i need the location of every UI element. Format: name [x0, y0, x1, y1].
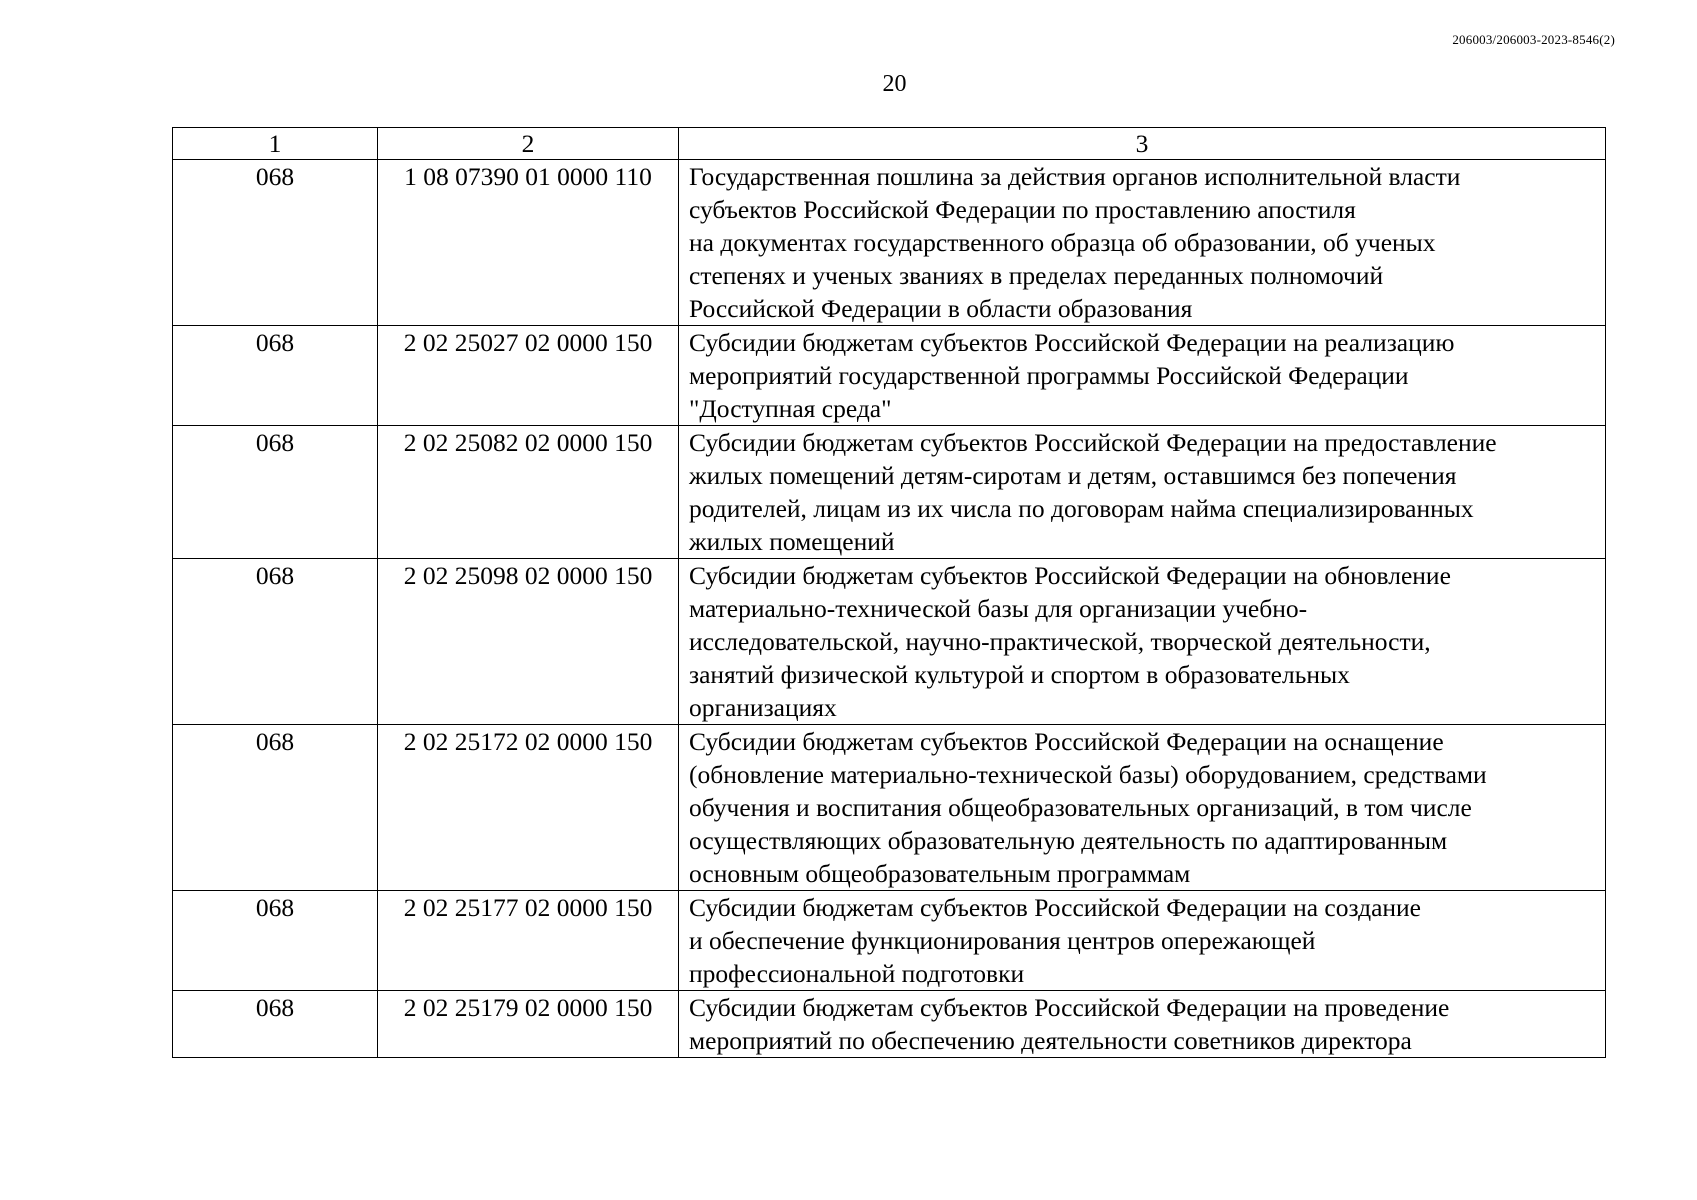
admin-code-cell: 068: [173, 991, 378, 1058]
document-id: 206003/206003-2023-8546(2): [1452, 32, 1615, 47]
description-cell: Субсидии бюджетам субъектов Российской Федерации на предоставление жилых помещений детям-сиротам и детям, оставшимся без попечения родителей, лицам из их числа по договорам найма специализированных жилых помещений: [679, 426, 1606, 559]
page-number: 20: [882, 71, 907, 97]
column-header-1: 1: [173, 128, 378, 160]
table-row: [173, 160, 1606, 326]
table-header-row: [173, 128, 1606, 160]
kbk-code-cell: 2 02 25027 02 0000 150: [378, 326, 679, 426]
kbk-code-cell: 1 08 07390 01 0000 110: [378, 160, 679, 326]
description-cell: Субсидии бюджетам субъектов Российской Федерации на создание и обеспечение функционирования центров опережающей профессиональной подготовки: [679, 891, 1606, 991]
table-row: [173, 326, 1606, 426]
description-cell: Субсидии бюджетам субъектов Российской Федерации на реализацию мероприятий государственной программы Российской Федерации "Доступная среда": [679, 326, 1606, 426]
kbk-code-cell: 2 02 25082 02 0000 150: [378, 426, 679, 559]
description-cell: Субсидии бюджетам субъектов Российской Федерации на оснащение (обновление материально-технической базы) оборудованием, средствами обучения и воспитания общеобразовательных организаций, в том числе осуществляющих образовательную деятельность по адаптированным основным общеобразовательным программам: [679, 725, 1606, 891]
table-row: [173, 426, 1606, 559]
description-cell: Государственная пошлина за действия органов исполнительной власти субъектов Российской Федерации по проставлению апостиля на документах государственного образца об образовании, об ученых степенях и ученых званиях в пределах переданных полномочий Российской Федерации в области образования: [679, 160, 1606, 326]
admin-code-cell: 068: [173, 426, 378, 559]
admin-code-cell: 068: [173, 891, 378, 991]
description-cell: Субсидии бюджетам субъектов Российской Федерации на проведение мероприятий по обеспечению деятельности советников директора: [679, 991, 1606, 1058]
table-row: [173, 725, 1606, 891]
budget-codes-table: [172, 127, 1606, 1058]
column-header-2: 2: [378, 128, 679, 160]
description-cell: Субсидии бюджетам субъектов Российской Федерации на обновление материально-технической базы для организации учебно- исследовательской, научно-практической, творческой деятельности, занятий физической культурой и спортом в образовательных организациях: [679, 559, 1606, 725]
admin-code-cell: 068: [173, 160, 378, 326]
admin-code-cell: 068: [173, 326, 378, 426]
table-row: [173, 891, 1606, 991]
kbk-code-cell: 2 02 25172 02 0000 150: [378, 725, 679, 891]
kbk-code-cell: 2 02 25098 02 0000 150: [378, 559, 679, 725]
kbk-code-cell: 2 02 25177 02 0000 150: [378, 891, 679, 991]
column-header-3: 3: [679, 128, 1606, 160]
kbk-code-cell: 2 02 25179 02 0000 150: [378, 991, 679, 1058]
table-row: [173, 991, 1606, 1058]
admin-code-cell: 068: [173, 725, 378, 891]
admin-code-cell: 068: [173, 559, 378, 725]
table-row: [173, 559, 1606, 725]
